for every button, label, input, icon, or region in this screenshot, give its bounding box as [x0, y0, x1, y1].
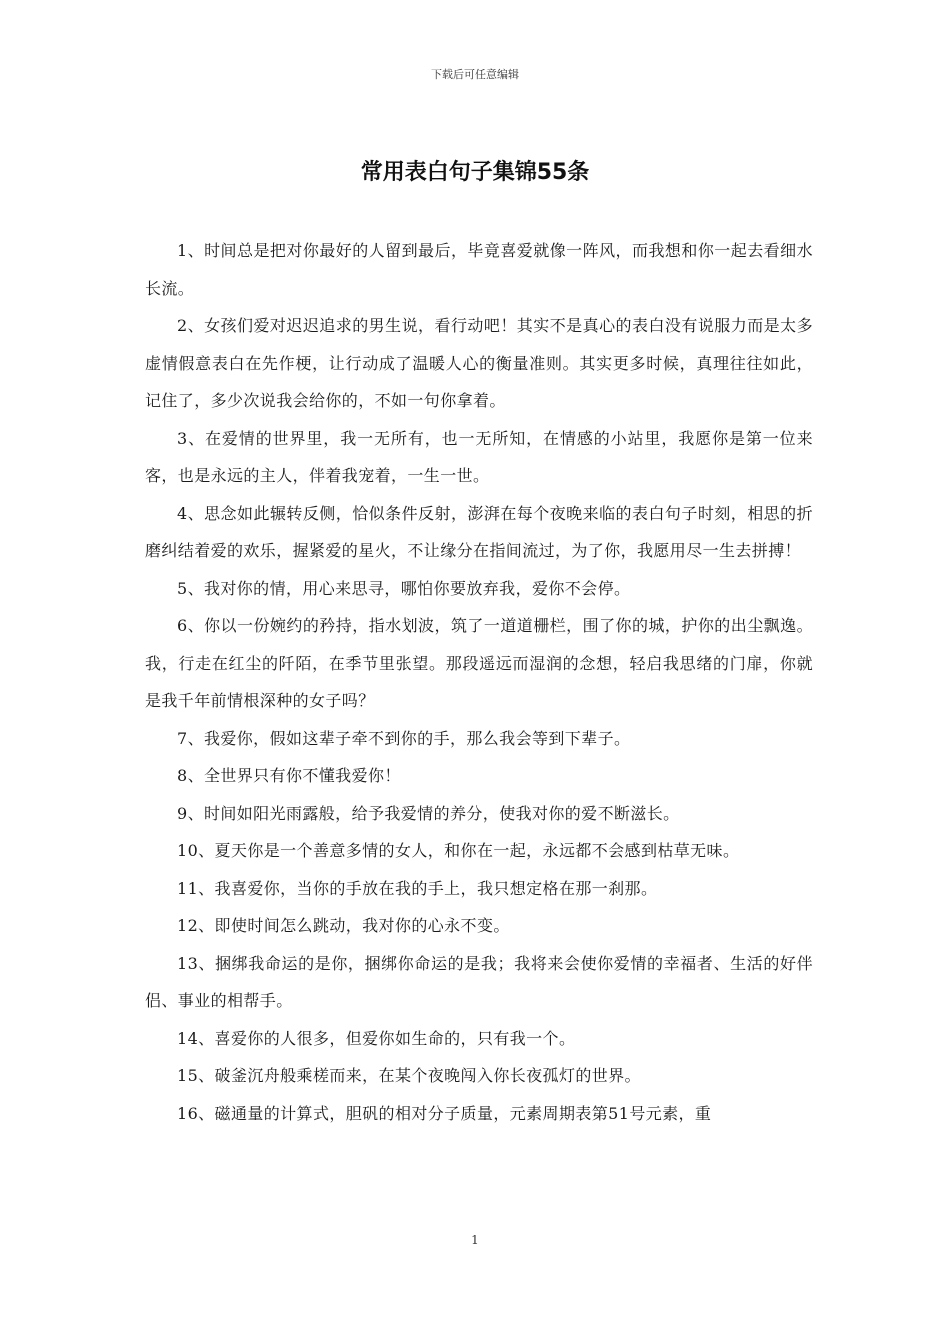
paragraph: 3、在爱情的世界里，我一无所有，也一无所知，在情感的小站里，我愿你是第一位来客，也是永远的主人，伴着我宠着，一生一世。 [145, 428, 813, 485]
paragraph: 15、破釜沉舟般乘槎而来，在某个夜晚闯入你长夜孤灯的世界。 [177, 1066, 641, 1085]
paragraph: 7、我爱你，假如这辈子牵不到你的手，那么我会等到下辈子。 [177, 728, 631, 748]
paragraph: 8、全世界只有你不懂我爱你！ [177, 766, 401, 785]
paragraph: 14、喜爱你的人很多，但爱你如生命的，只有我一个。 [177, 1028, 576, 1048]
paragraph: 5、我对你的情，用心来思寻，哪怕你要放弃我，爱你不会停。 [177, 578, 631, 598]
paragraph: 2、女孩们爱对迟迟追求的男生说，看行动吧！其实不是真心的表白没有说服力而是太多虚情假意表白在先作梗，让行动成了温暖人心的衡量准则。其实更多时候，真理往往如此，记住了，多少次说我会给你的，不如一句你拿着。 [145, 316, 813, 410]
paragraph: 16、磁通量的计算式，胆矾的相对分子质量，元素周期表第51号元素，重 [177, 1103, 712, 1123]
document-title: 常用表白句子集锦55条 [360, 160, 590, 185]
page-header: 下载后可任意编辑 [431, 68, 519, 81]
document-body [145, 232, 813, 1132]
paragraph: 12、即使时间怎么跳动，我对你的心永不变。 [177, 916, 510, 935]
paragraph: 4、思念如此辗转反侧，恰似条件反射，澎湃在每个夜晚来临的表白句子时刻，相思的折磨纠结着爱的欢乐，握紧爱的星火，不让缘分在指间流过，为了你，我愿用尽一生去拼搏！ [145, 503, 813, 560]
paragraph: 11、我喜爱你，当你的手放在我的手上，我只想定格在那一刹那。 [177, 878, 658, 898]
page-number: 1 [471, 1233, 479, 1247]
paragraph: 9、时间如阳光雨露般，给予我爱情的养分，使我对你的爱不断滋长。 [177, 803, 680, 823]
paragraph: 13、捆绑我命运的是你，捆绑你命运的是我；我将来会使你爱情的幸福者、生活的好伴侣、事业的相帮手。 [145, 953, 813, 1010]
paragraph: 10、夏天你是一个善意多情的女人，和你在一起，永远都不会感到枯草无味。 [177, 841, 740, 860]
paragraph: 6、你以一份婉约的矜持，指水划波，筑了一道道栅栏，围了你的城，护你的出尘飘逸。我，行走在红尘的阡陌，在季节里张望。那段遥远而湿润的念想，轻启我思绪的门扉，你就是我千年前情根深种的女子吗？ [145, 616, 813, 710]
paragraph: 1、时间总是把对你最好的人留到最后，毕竟喜爱就像一阵风，而我想和你一起去看细水长流。 [145, 241, 813, 298]
